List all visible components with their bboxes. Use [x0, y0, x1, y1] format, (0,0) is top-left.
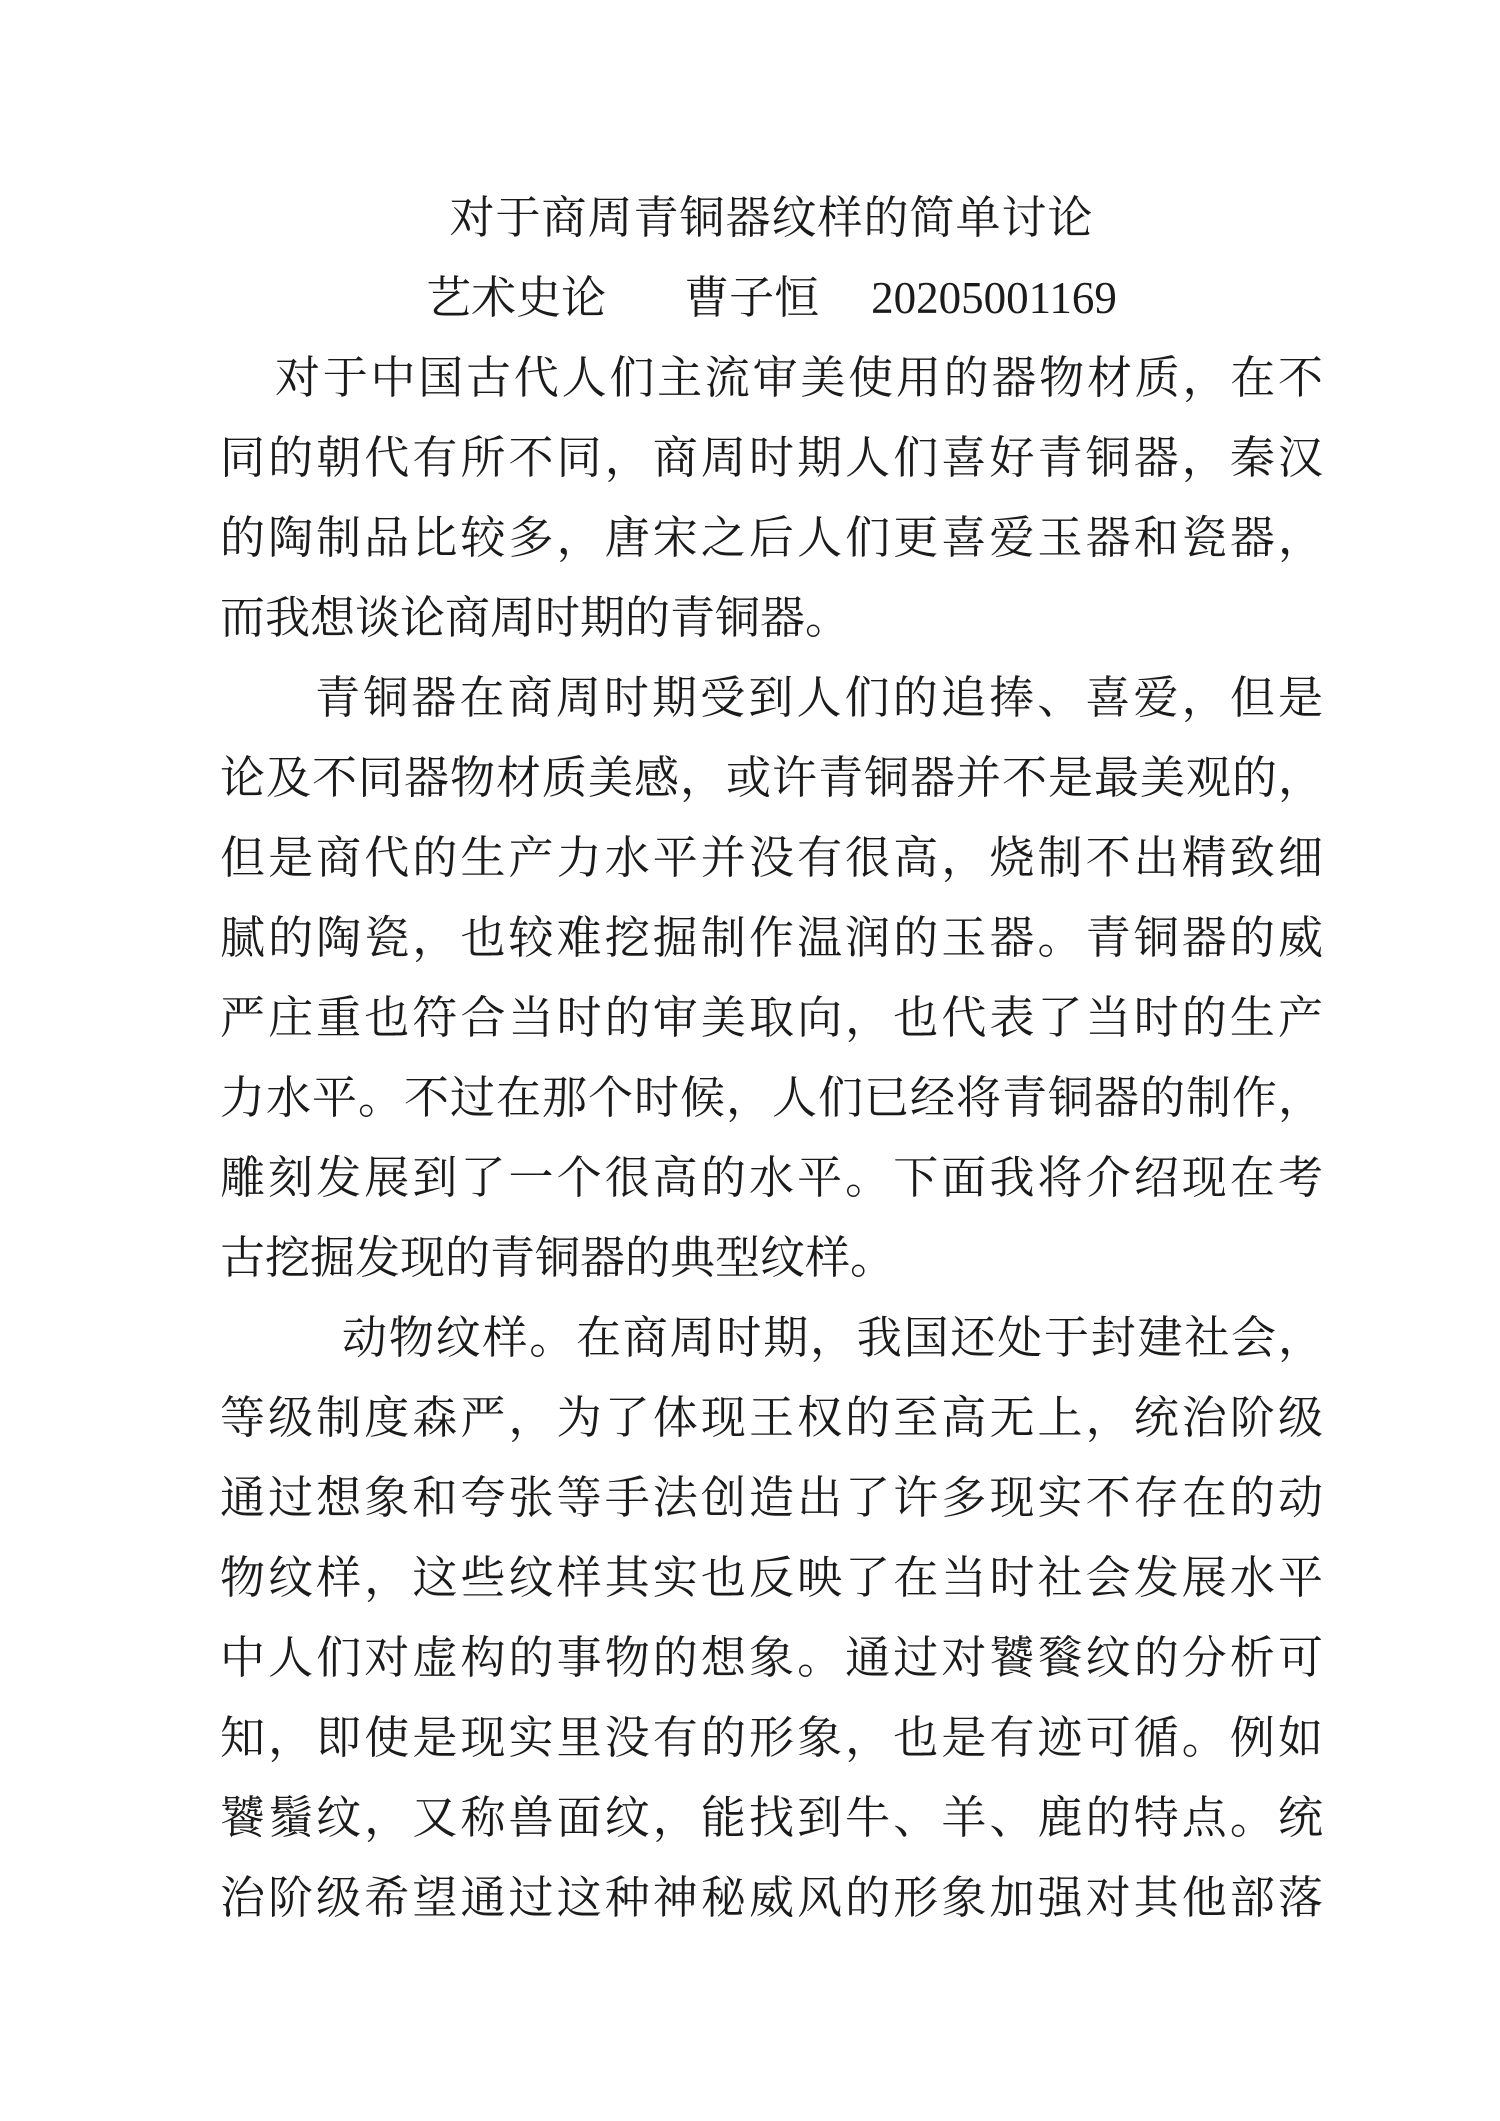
paragraph-1	[220, 338, 1323, 658]
text-line: 等级制度森严，为了体现王权的至高无上，统治阶级	[220, 1393, 1323, 1443]
text-line: 对于中国古代人们主流审美使用的器物材质，在不	[275, 353, 1323, 403]
text-line: 力水平。不过在那个时候，人们已经将青铜器的制作，	[220, 1073, 1323, 1123]
text-line: 青铜器在商周时期受到人们的追捧、喜爱，但是	[315, 673, 1323, 723]
byline-course: 艺术史论	[426, 273, 607, 323]
byline	[220, 258, 1323, 338]
text-line: 通过想象和夸张等手法创造出了许多现实不存在的动	[220, 1473, 1323, 1523]
byline-author: 曹子恒	[684, 273, 820, 323]
text-line: 但是商代的生产力水平并没有很高，烧制不出精致细	[220, 833, 1323, 883]
text-line: 物纹样，这些纹样其实也反映了在当时社会发展水平	[220, 1553, 1323, 1603]
text-line: 饕鬚纹，又称兽面纹，能找到牛、羊、鹿的特点。统	[220, 1793, 1323, 1843]
text-line: 腻的陶瓷，也较难挖掘制作温润的玉器。青铜器的威	[220, 913, 1323, 963]
text-line: 雕刻发展到了一个很高的水平。下面我将介绍现在考	[220, 1153, 1323, 1203]
text-line: 中人们对虚构的事物的想象。通过对饕餮纹的分析可	[220, 1633, 1323, 1683]
text-line: 严庄重也符合当时的审美取向，也代表了当时的生产	[220, 993, 1323, 1043]
text-line: 的陶制品比较多，唐宋之后人们更喜爱玉器和瓷器，	[220, 513, 1323, 563]
text-line: 而我想谈论商周时期的青铜器。	[220, 593, 851, 643]
text-line: 动物纹样。在商周时期，我国还处于封建社会，	[342, 1313, 1323, 1363]
text-column	[220, 178, 1323, 1938]
paragraph-2	[220, 658, 1323, 1298]
paragraph-3	[220, 1298, 1323, 1938]
text-line: 古挖掘发现的青铜器的典型纹样。	[220, 1233, 896, 1283]
essay-title: 对于商周青铜器纹样的简单讨论	[449, 193, 1094, 243]
byline-student-id: 20205001169	[871, 273, 1117, 323]
text-line: 知，即使是现实里没有的形象，也是有迹可循。例如	[220, 1713, 1323, 1763]
text-line: 论及不同器物材质美感，或许青铜器并不是最美观的，	[220, 753, 1323, 803]
text-line: 同的朝代有所不同，商周时期人们喜好青铜器，秦汉	[220, 433, 1323, 483]
text-line: 治阶级希望通过这种神秘威风的形象加强对其他部落	[220, 1873, 1323, 1923]
